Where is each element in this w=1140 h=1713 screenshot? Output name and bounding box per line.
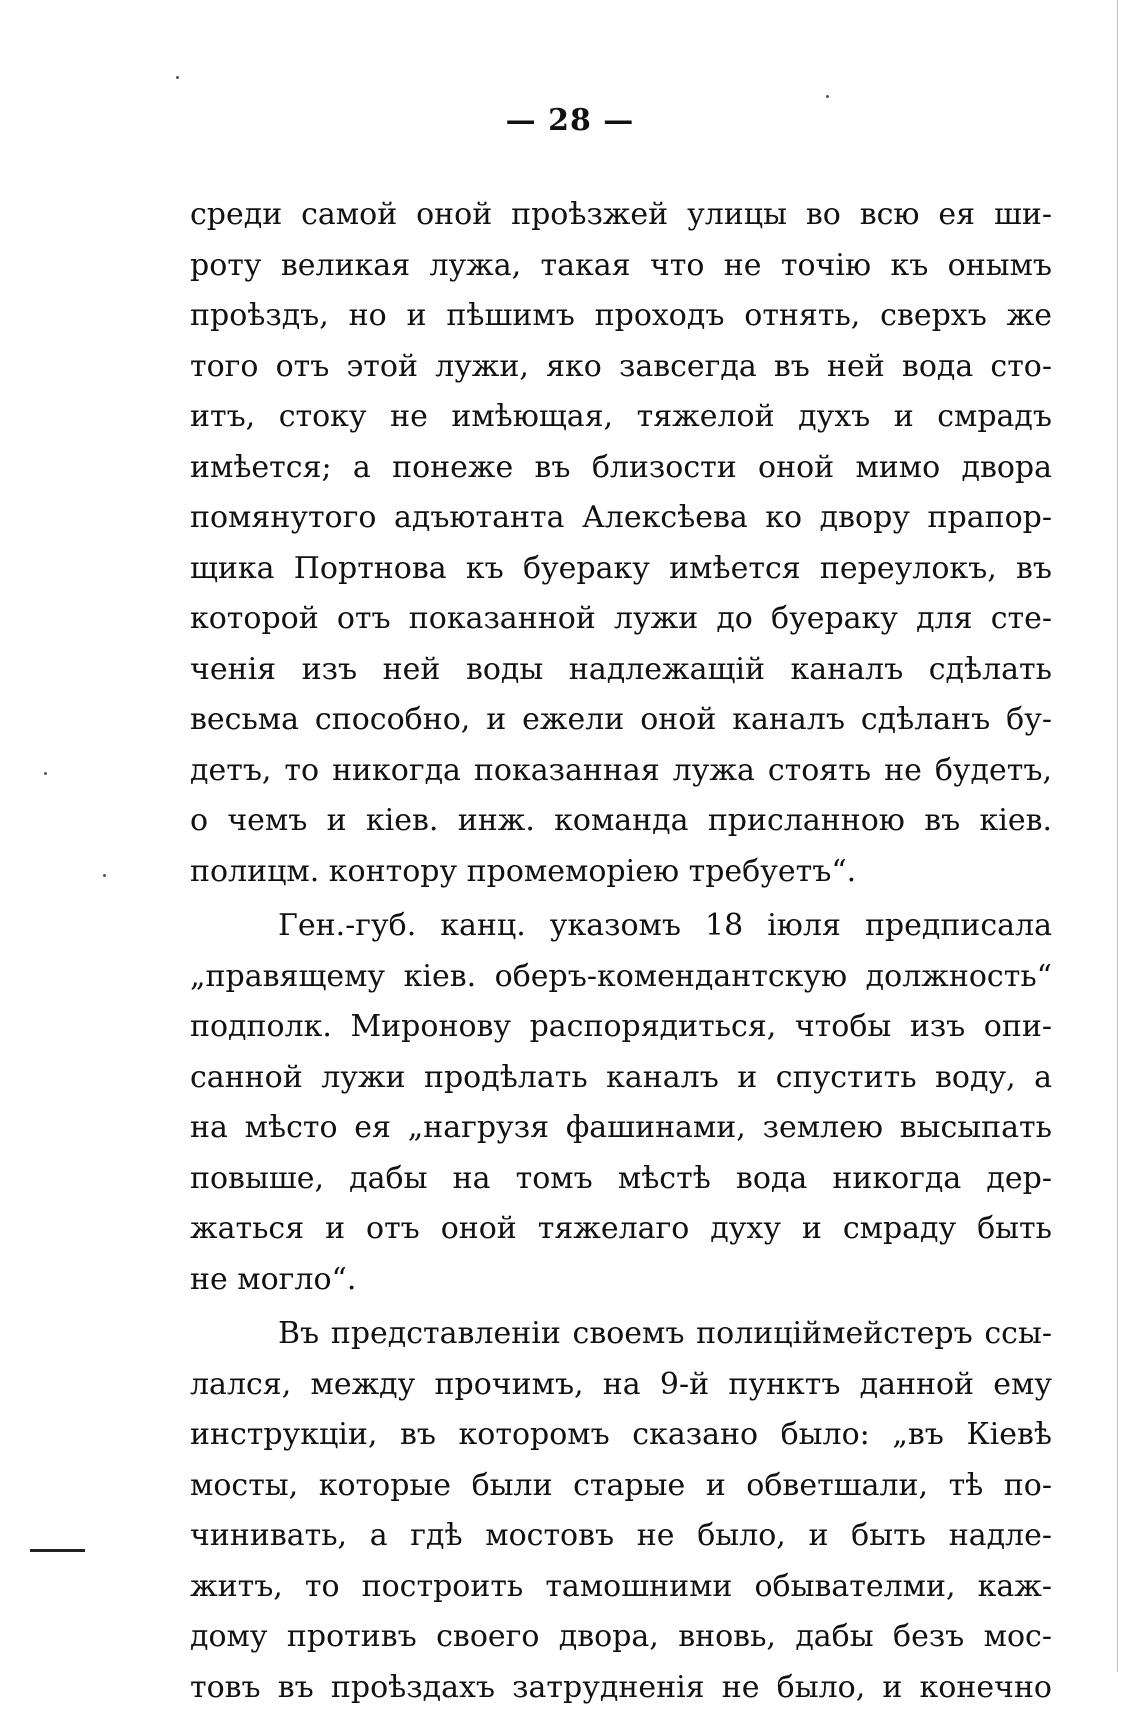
text-line: подполк. Миронову распорядиться, чтобы изъ опи- (190, 1002, 1052, 1053)
paragraph-1 (190, 190, 1052, 897)
text-line: проѣздъ, но и пѣшимъ проходъ отнять, сверхъ же (190, 291, 1052, 342)
text-line: которой отъ показанной лужи до буераку для сте- (190, 594, 1052, 645)
text-line: весьма способно, и ежели оной каналъ сдѣланъ бу- (190, 695, 1052, 746)
ink-speck (826, 95, 829, 98)
text-line: повыше, дабы на томъ мѣстѣ вода никогда дер- (190, 1154, 1052, 1205)
text-line: помянутого адъютанта Алексѣева ко двору прапор- (190, 493, 1052, 544)
page-edge-line (1117, 0, 1118, 1672)
text-line: „правящему кіев. оберъ-комендантскую должность“ (190, 952, 1052, 1003)
body-text (190, 190, 1052, 1713)
text-line: щика Портнова къ буераку имѣется переулокъ, въ (190, 544, 1052, 595)
text-line: полицм. контору промеморіею требуетъ“. (190, 847, 1052, 898)
text-line: житъ, то построить тамошними обывателми, каж- (190, 1562, 1052, 1613)
text-line: дому противъ своего двора, вновь, дабы безъ мос- (190, 1612, 1052, 1663)
text-line: ченія изъ ней воды надлежащій каналъ сдѣлать (190, 645, 1052, 696)
paragraph-2 (190, 901, 1052, 1305)
text-line: лался, между прочимъ, на 9-й пунктъ данной ему (190, 1360, 1052, 1411)
text-line: среди самой оной проѣзжей улицы во всю ея ши- (190, 190, 1052, 241)
margin-mark (30, 1549, 85, 1552)
text-line: не могло“. (190, 1255, 1052, 1306)
text-line: Ген.-губ. канц. указомъ 18 іюля предписала (190, 901, 1052, 952)
text-line: того отъ этой лужи, яко завсегда въ ней вода сто- (190, 342, 1052, 393)
ink-speck (176, 76, 179, 79)
text-line: о чемъ и кіев. инж. команда присланною въ кіев. (190, 796, 1052, 847)
text-line: жаться и отъ оной тяжелаго духу и смраду быть (190, 1204, 1052, 1255)
text-line: итъ, стоку не имѣющая, тяжелой духъ и смрадъ (190, 392, 1052, 443)
text-line: чинивать, а гдѣ мостовъ не было, и быть надле- (190, 1511, 1052, 1562)
ink-speck (103, 874, 106, 877)
text-line: инструкціи, въ которомъ сказано было: „въ Кіевѣ (190, 1410, 1052, 1461)
text-line: роту великая лужа, такая что не точію къ онымъ (190, 241, 1052, 292)
text-line: имѣется; а понеже въ близости оной мимо двора (190, 443, 1052, 494)
text-line: мосты, которые были старые и обветшали, тѣ по- (190, 1461, 1052, 1512)
text-line: санной лужи продѣлать каналъ и спустить воду, а (190, 1053, 1052, 1104)
page-number: — 28 — (0, 103, 1140, 138)
text-line: товъ въ проѣздахъ затрудненія не было, и конечно (190, 1663, 1052, 1713)
paragraph-3 (190, 1309, 1052, 1713)
text-line: детъ, то никогда показанная лужа стоять не будетъ, (190, 746, 1052, 797)
text-line: на мѣсто ея „нагрузя фашинами, землею высыпать (190, 1103, 1052, 1154)
ink-speck (44, 772, 47, 775)
text-line: Въ представленіи своемъ полиціймейстеръ ссы- (190, 1309, 1052, 1360)
